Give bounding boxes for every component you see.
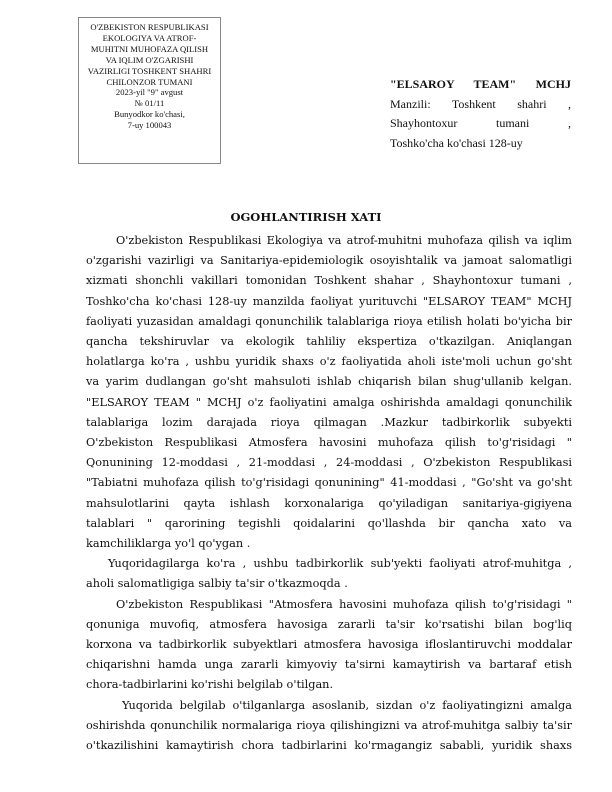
body-line: Yuqorida belgilab o'tilganlarga asoslanib, sizdan o'z faoliyatingizni amalga [122, 698, 572, 712]
addressee-line: Toshko'cha ko'chasi 128-uy [390, 135, 523, 150]
stamp-line: 7-uy 100043 [127, 120, 172, 131]
body-line: chora-tadbirlarini ko'rishi belgilab o'tilgan. [86, 678, 334, 692]
stamp-line: CHILONZOR TUMANI [106, 76, 193, 87]
stamp-date: 2023-yil "9" avgust [115, 87, 184, 98]
addressee-company: "ELSAROY TEAM" MCHJ [390, 77, 571, 91]
body-line: qancha tekshiruvlar va ekologik tahliliy ekspertiza o'tkazilgan. Aniqlangan [86, 335, 572, 349]
body-line: Qonunining 12-moddasi , 21-moddasi , 24-moddasi , O'zbekiston Respublikasi [86, 456, 572, 470]
sender-stamp-box [78, 17, 221, 164]
body-line: xizmati shonchli vakillari tomonidan Toshkent shahar , Shayhontoxur tumani , [86, 274, 572, 288]
stamp-line: MUHITNI MUHOFAZA QILISH [90, 43, 209, 54]
body-line: o'zgarishi vazirligi va Sanitariya-epidemiologik osoyishtalik va jamoat salomatligi [86, 254, 572, 268]
addressee-line: Manzili: Toshkent shahri , [390, 96, 571, 111]
addressee-block [390, 75, 571, 153]
body-line: O'zbekiston Respublikasi Atmosfera havosini muhofaza qilish to'g'risidagi " [86, 436, 572, 450]
body-line: O'zbekiston Respublikasi "Atmosfera havosini muhofaza qilish to'g'risidagi " [116, 597, 572, 611]
body-line: Yuqoridagilarga ko'ra , ushbu tadbirkorlik sub'yekti faoliyati atrof-muhitga , [108, 557, 572, 571]
body-line: holatlarga ko'ra , ushbu yuridik shaxs o'z faoliyatida aholi iste'moli uchun go'sht [86, 355, 572, 369]
stamp-line: VAZIRLIGI TOSHKENT SHAHRI [87, 65, 212, 76]
body-line: qonuniga muvofiq, atmosfera havosiga zararli ta'sir ko'rsatishi bilan bog'liq [86, 617, 572, 631]
body-line: faoliyati yuzasidan amaldagi qonunchilik talablariga rioya etilish holati bo'yicha bir [86, 314, 572, 328]
stamp-line: EKOLOGIYA VA ATROF- [102, 32, 197, 43]
addressee-line: Shayhontoxur tumani , [390, 116, 571, 131]
body-line: "ELSAROY TEAM " MCHJ o'z faoliyatini amalga oshirishda amaldagi qonunchilik [86, 395, 572, 409]
stamp-line: Bunyodkor ko'chasi, [114, 109, 185, 120]
document-title: OGOHLANTIRISH XATI [230, 210, 382, 224]
body-line: talablariga lozim darajada rioya qilmagan .Mazkur tadbirkorlik subyekti [86, 415, 572, 429]
body-line: aholi salomatligiga salbiy ta'sir o'tkazmoqda . [86, 577, 348, 591]
body-line: Toshko'cha ko'chasi 128-uy manzilda faoliyat yurituvchi "ELSAROY TEAM" MCHJ [86, 294, 572, 308]
body-line: kamchiliklarga yo'l qo'ygan . [86, 537, 251, 551]
stamp-line: O'ZBEKISTON RESPUBLIKASI [90, 22, 209, 32]
body-line: korxona va tadbirkorlik subyektlari atmosfera havosiga ifloslantiruvchi moddalar [86, 638, 572, 652]
body-line: oshirishda qonunchilik normalariga rioya qilishingizni va atrof-muhitga salbiy ta'sir [86, 718, 572, 732]
body-line: talablari " qarorining tegishli qoidalarini qo'llashda bir qancha xato va [86, 516, 572, 530]
body-line: o'tkazilishini kamaytirish chora tadbirlarini ko'rmagangiz sababli, yuridik shaxs [86, 739, 572, 753]
body-line: O'zbekiston Respublikasi Ekologiya va atrof-muhitni muhofaza qilish va iqlim [116, 234, 572, 247]
stamp-number: № 01/11 [134, 98, 165, 109]
body-line: mahsulotlarini qayta ishlash korxonalariga qo'yiladigan sanitariya-gigiyena [86, 496, 572, 510]
body-line: va yarim dudlangan go'sht mahsuloti ishlab chiqarish bilan shug'ullanib kelgan. [86, 375, 572, 389]
stamp-line: VA IQLIM O'ZGARISHI [105, 54, 194, 65]
body-line: "Tabiatni muhofaza qilish to'g'risidagi qonunining" 41-moddasi , "Go'sht va go'sht [86, 476, 572, 490]
body-line: chiqarishni hamda unga zararli kimyoviy ta'sirni kamaytirish va bartaraf etish [86, 658, 572, 672]
document-body [86, 231, 572, 756]
